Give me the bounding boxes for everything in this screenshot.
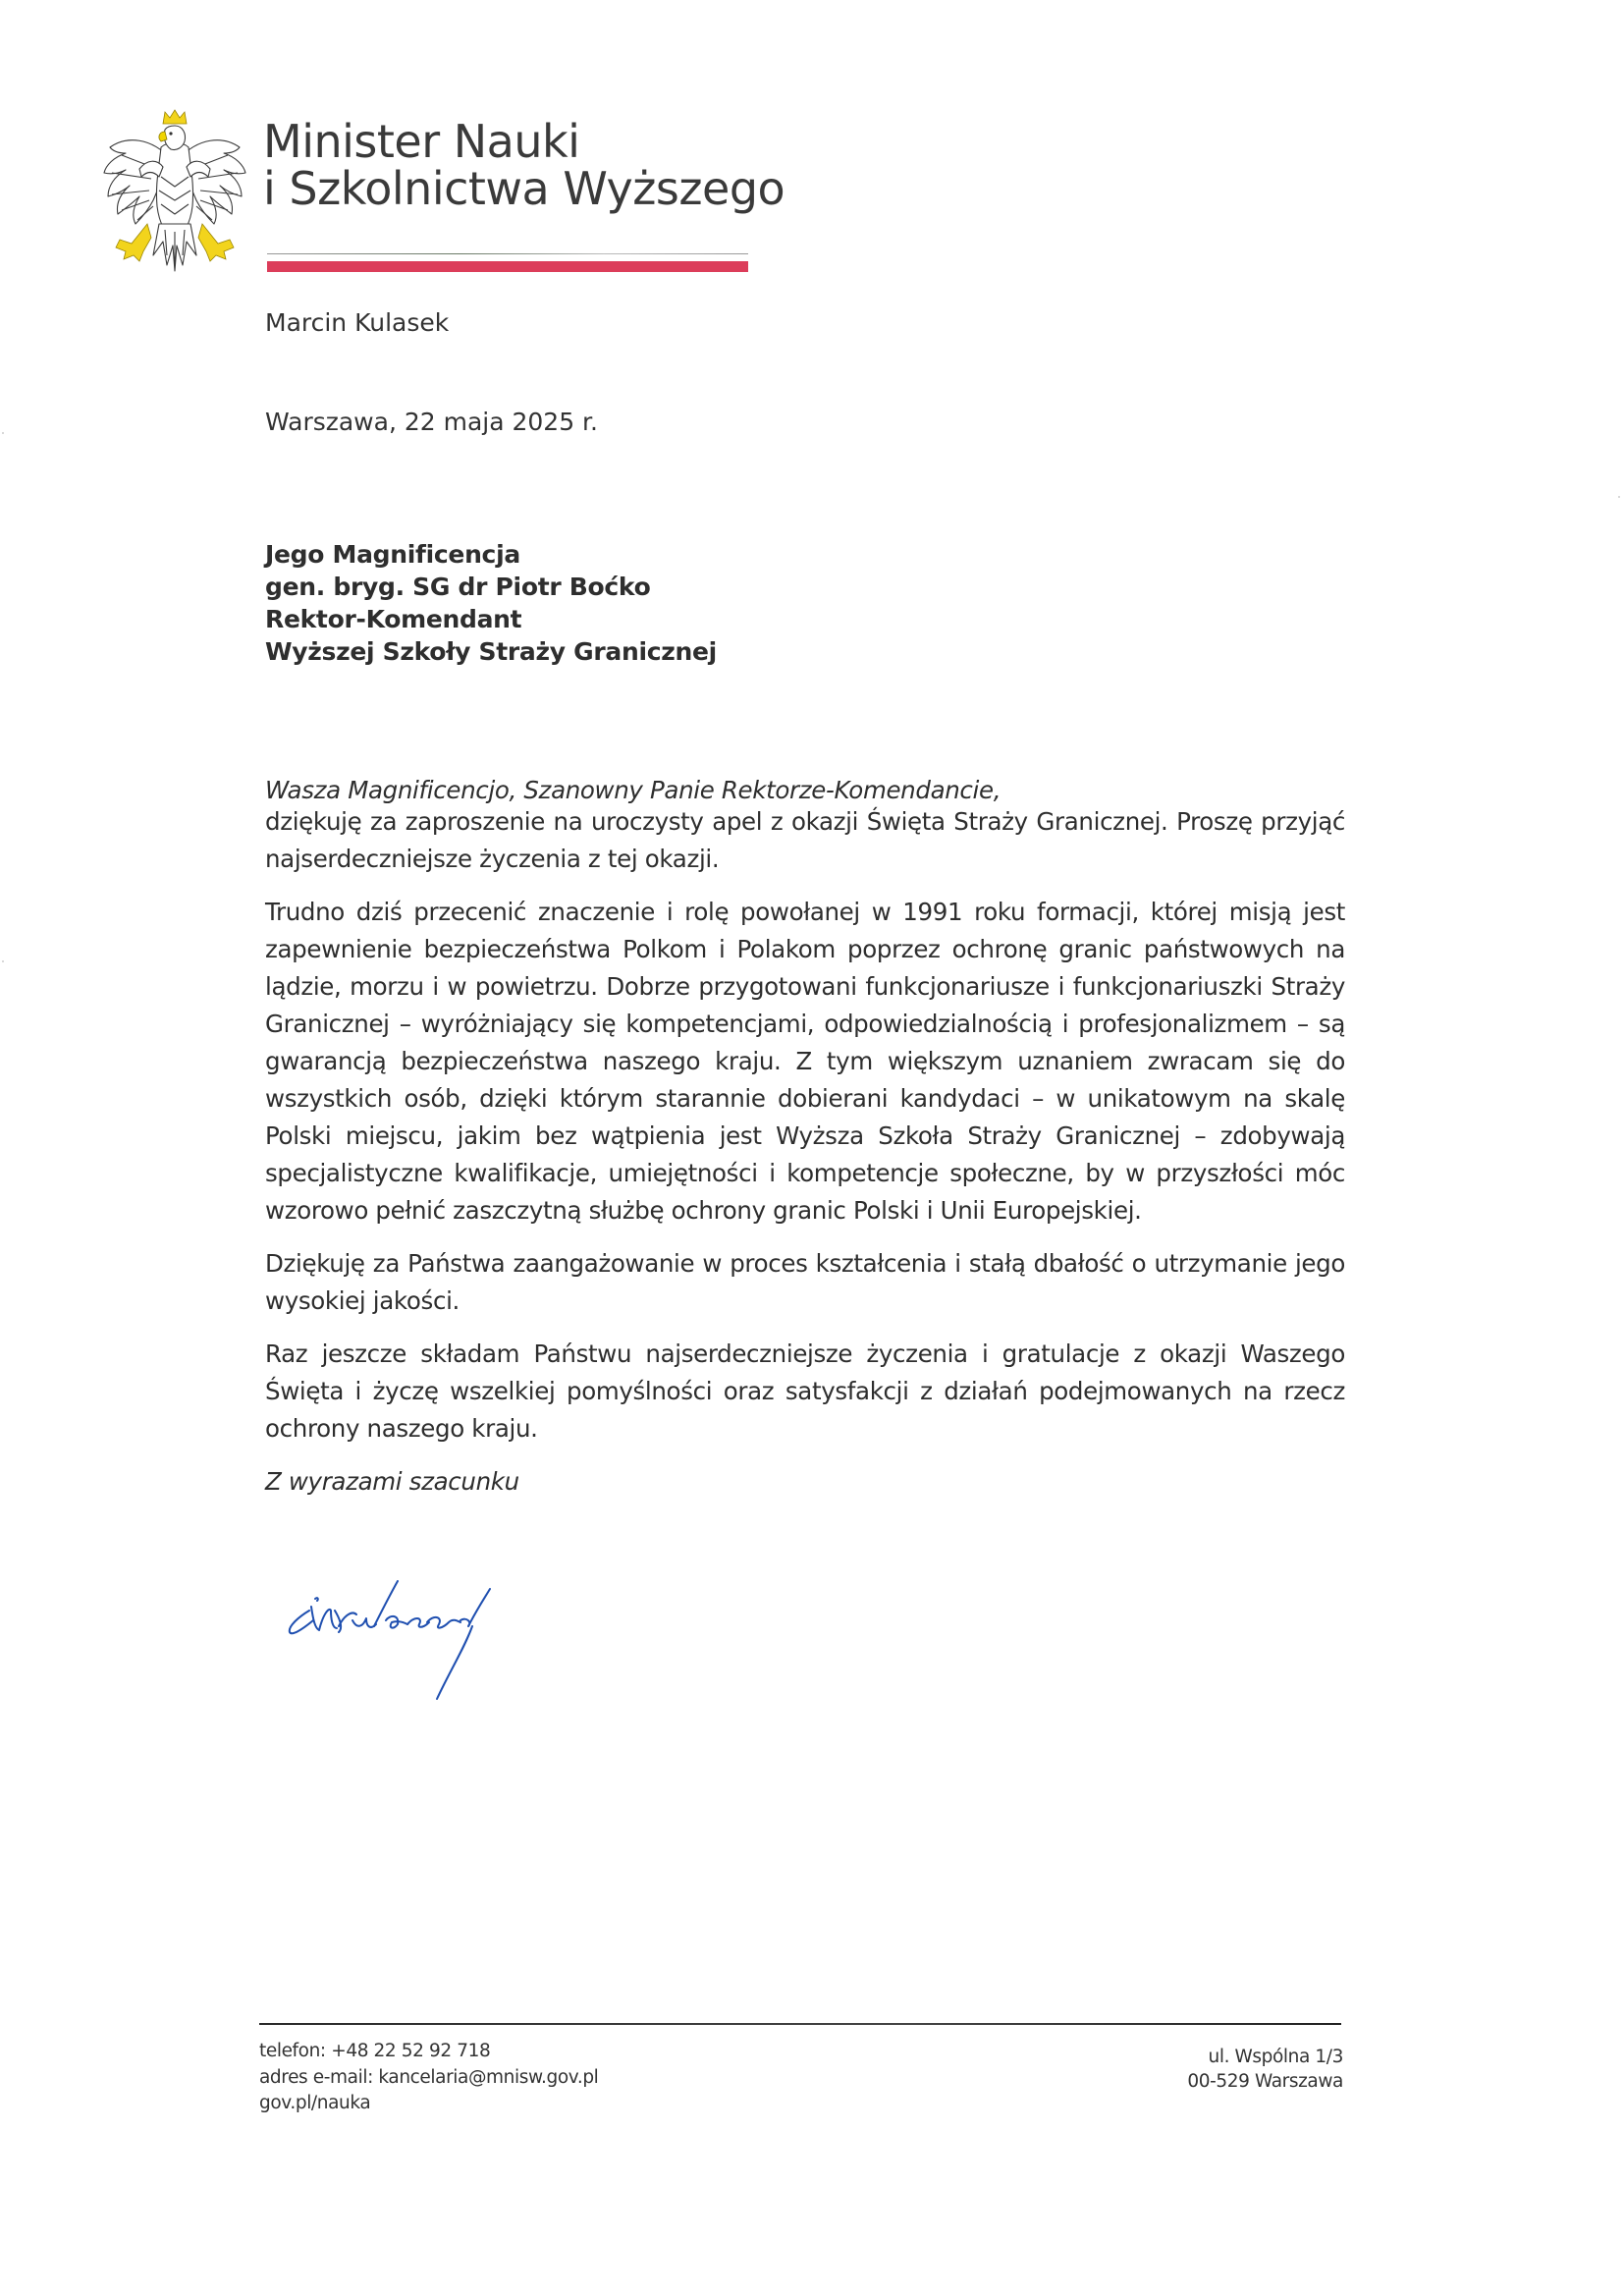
footer-email: adres e-mail: kancelaria@mnisw.gov.pl xyxy=(259,2066,599,2088)
footer-address xyxy=(1080,2045,1343,2094)
header-thin-divider xyxy=(267,253,748,254)
scan-artifact xyxy=(2,432,4,434)
date-line: Warszawa, 22 maja 2025 r. xyxy=(265,408,598,436)
header-red-bar xyxy=(267,261,748,272)
addressee-line: Jego Magnificencja xyxy=(265,540,520,569)
paragraph: Dziękuję za Państwa zaangażowanie w proces kształcenia i stałą dbałość o utrzymanie jego wysokiej jakości. xyxy=(265,1249,1345,1315)
polish-eagle-emblem-icon xyxy=(102,108,247,273)
sender-name: Marcin Kulasek xyxy=(265,308,450,337)
footer-phone: telefon: +48 22 52 92 718 xyxy=(259,2041,491,2061)
footer-contact xyxy=(259,2039,598,2117)
ministry-title-line1: Minister Nauki xyxy=(263,115,580,168)
addressee-line: Rektor-Komendant xyxy=(265,605,522,633)
addressee-block xyxy=(265,538,717,668)
letter-body xyxy=(265,772,1345,1516)
closing: Z wyrazami szacunku xyxy=(265,1467,519,1496)
footer-address-city: 00-529 Warszawa xyxy=(1187,2071,1343,2092)
scan-artifact xyxy=(2,960,4,962)
addressee-line: Wyższej Szkoły Straży Granicznej xyxy=(265,637,717,666)
footer-website: gov.pl/nauka xyxy=(259,2093,371,2113)
salutation: Wasza Magnificencjo, Szanowny Panie Rektorze-Komendancie, xyxy=(265,776,1001,804)
handwritten-signature-icon xyxy=(280,1571,525,1709)
ministry-title-line2: i Szkolnictwa Wyższego xyxy=(263,162,785,215)
scan-artifact xyxy=(1618,496,1620,498)
ministry-title xyxy=(263,115,785,215)
paragraph: dziękuję za zaproszenie na uroczysty apel z okazji Święta Straży Granicznej. Proszę przyjąć najserdeczniejsze życzenia z tej okazji. xyxy=(265,807,1345,873)
paragraph: Trudno dziś przecenić znaczenie i rolę powołanej w 1991 roku formacji, której misją jest zapewnienie bezpieczeństwa Polkom i Polakom poprzez ochronę granic państwowych na lądzie, morzu i w powietrzu. Dobrze przygotowani funkcjonariusze i funkcjonariuszki Straży Granicznej – wyróżniający się kompetencjami, odpowiedzialnością i profesjonalizmem – są gwarancją bezpieczeństwa naszego kraju. Z tym większym uznaniem zwracam się do wszystkich osób, dzięki którym starannie dobierani kandydaci – w unikatowym na skalę Polski miejscu, jakim bez wątpienia jest Wyższa Szkoła Straży Granicznej – zdobywają specjalistyczne kwalifikacje, umiejętności i kompetencje społeczne, by w przyszłości móc wzorowo pełnić zaszczytną służbę ochrony granic Polski i Unii Europejskiej. xyxy=(265,898,1345,1225)
footer-address-street: ul. Wspólna 1/3 xyxy=(1208,2047,1343,2067)
paragraph: Raz jeszcze składam Państwu najserdeczniejsze życzenia i gratulacje z okazji Waszego Święta i życzę wszelkiej pomyślności oraz satysfakcji z działań podejmowanych na rzecz ochrony naszego kraju. xyxy=(265,1339,1345,1443)
footer-divider xyxy=(259,2023,1341,2025)
addressee-line: gen. bryg. SG dr Piotr Boćko xyxy=(265,573,651,601)
